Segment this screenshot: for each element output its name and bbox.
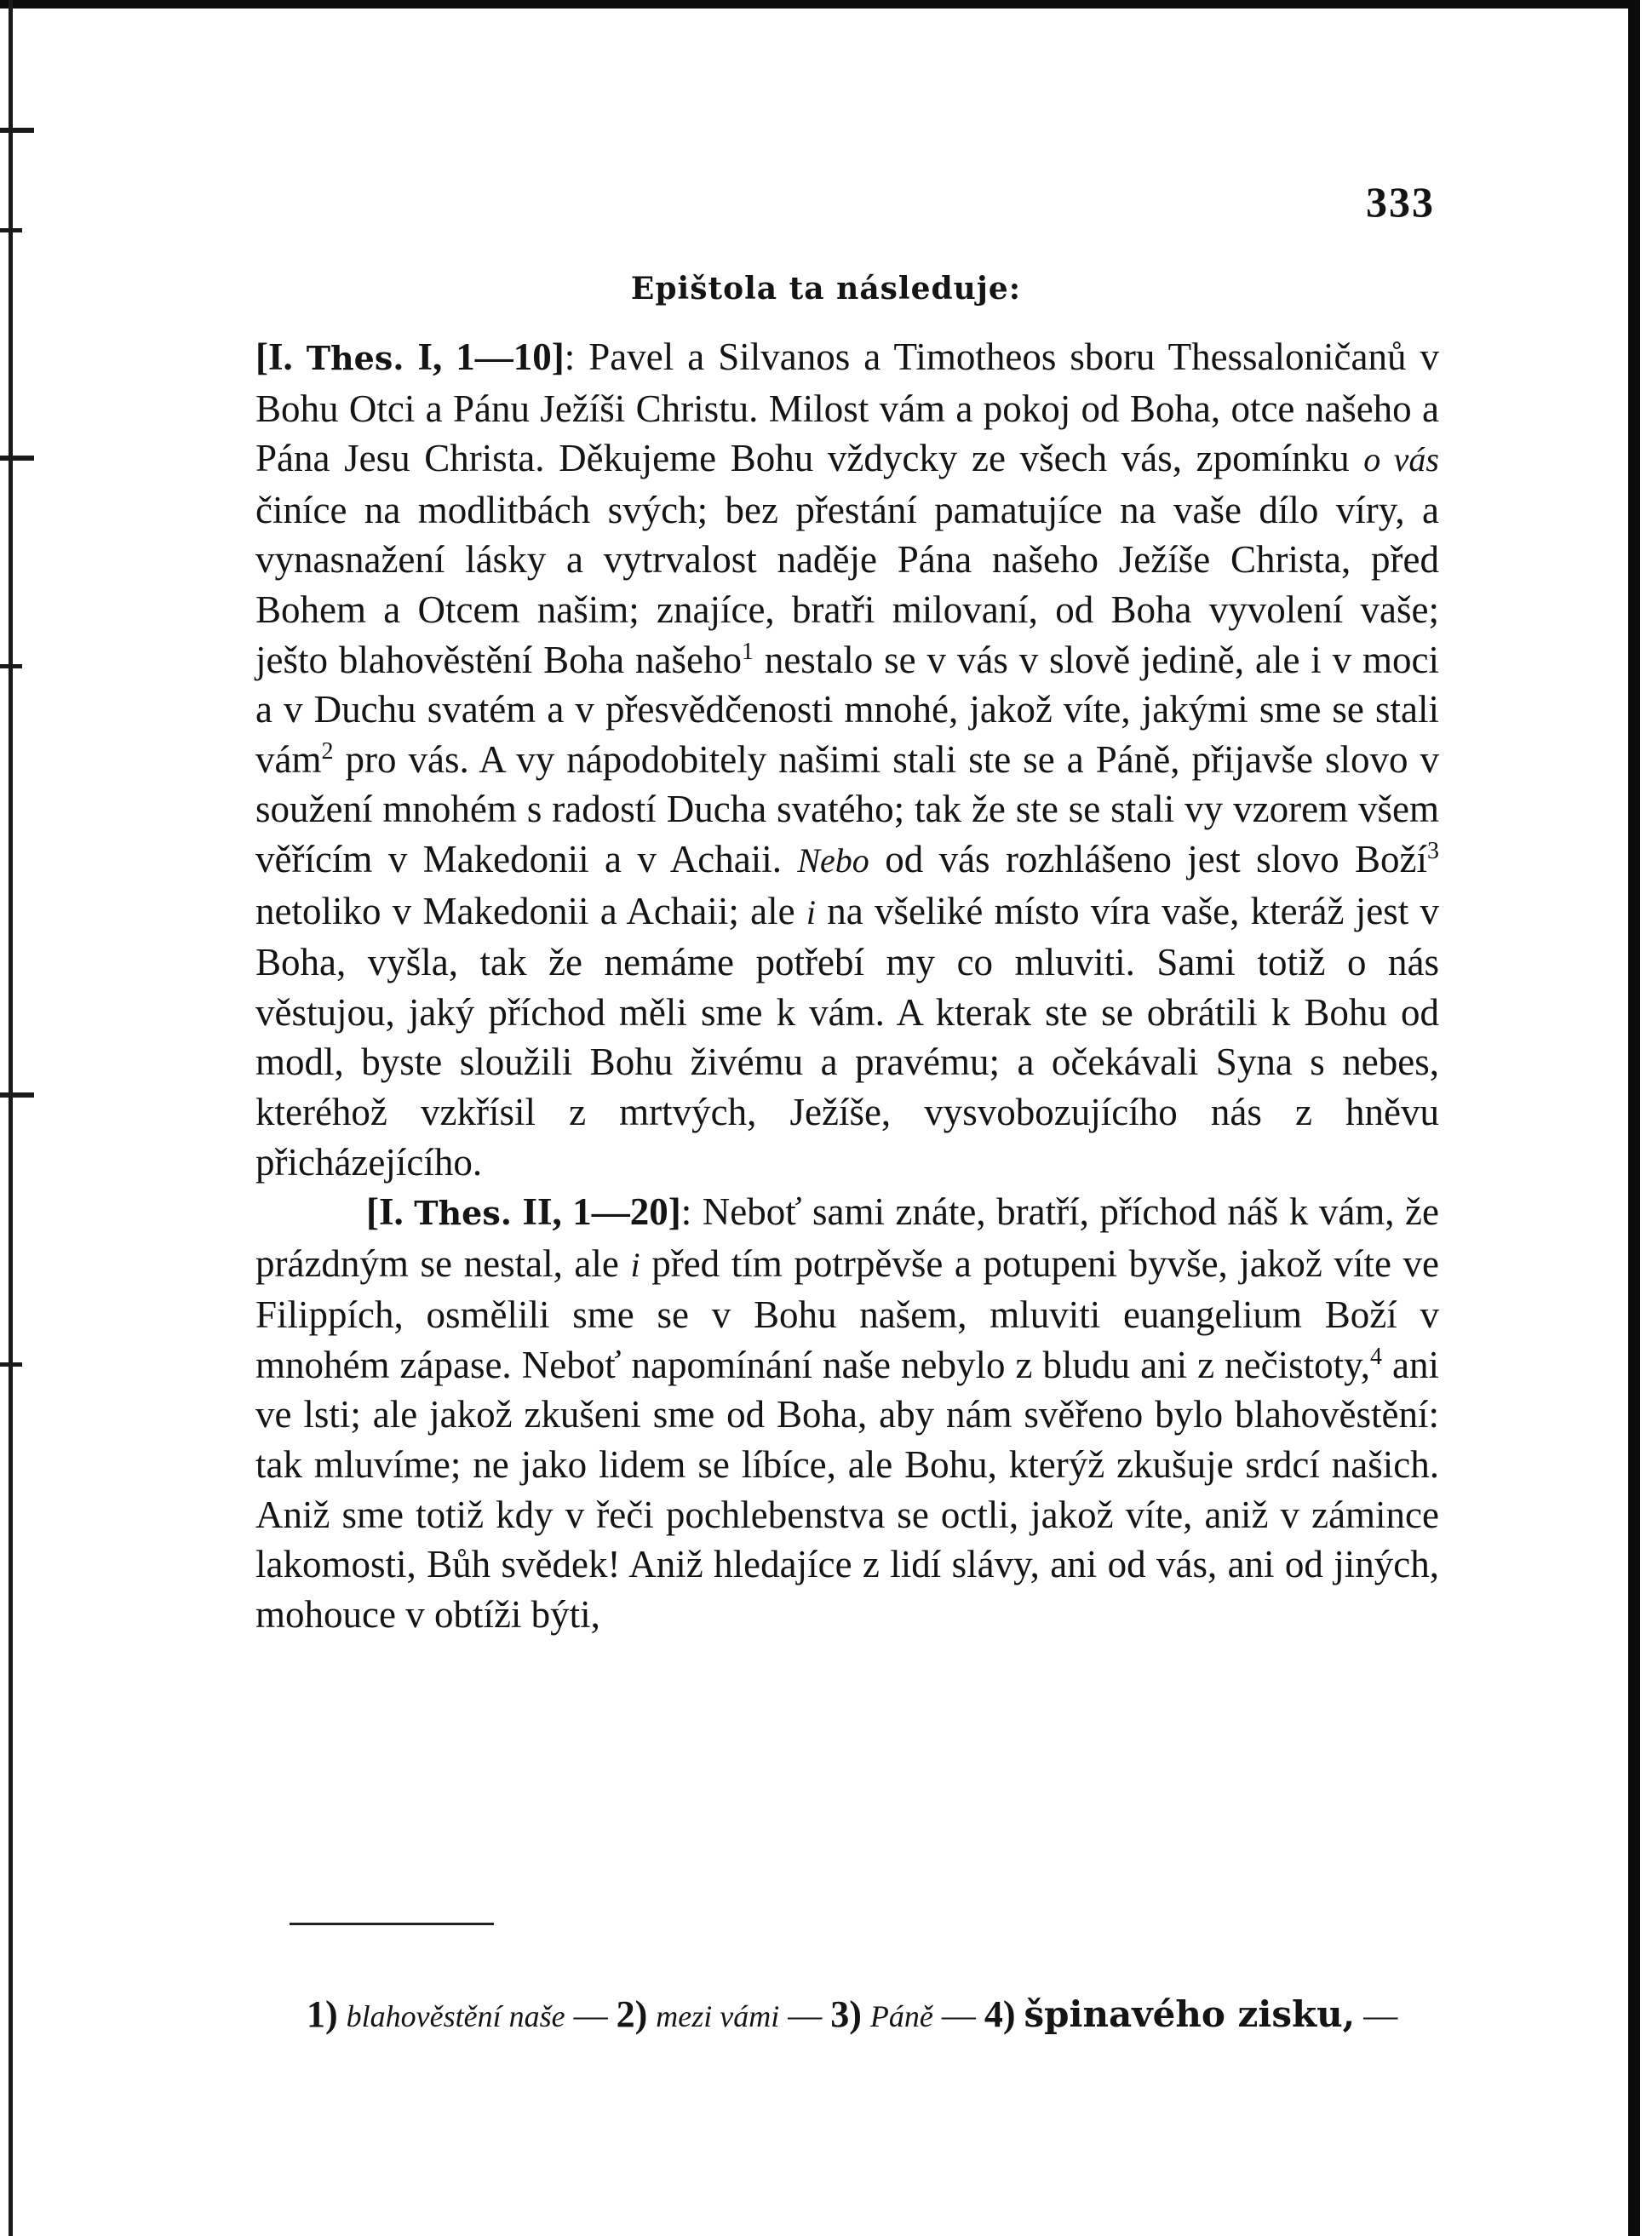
body-text	[255, 332, 1439, 1639]
section-heading: Epištola ta následuje:	[630, 271, 1022, 307]
paragraph-1-thes-1: [I. Thes. I, 1—10]: Pavel a Silvanos a Timotheos sboru Thessaloničanů v Bohu Otci a Pánu Ježíši Christu. Milost vám a pokoj od Boha, otce našeho a Pána Jesu Christa. Děkujeme Bohu vždycky ze všech vás, zpomínku o vás činíce na modlitbách svých; bez přestání pamatujíce na vaše dílo víry, a vynasnažení lásky a vytrvalost naděje Pána našeho Ježíše Christa, před Bohem a Otcem našim; znajíce, bratři milovaní, od Boha vyvolení vaše; ješto blahověstění Boha našeho$^1$ nestalo se v vás v slově jedině, ale i v moci a v Duchu svatém a v přesvědčenosti mnohé, jakož víte, jakými sme se stali vám$^2$ pro vás. A vy nápodobitely našimi stali ste se a Páně, přijavše slovo v soužení mnohém s radostí Ducha svatého; tak že ste se stali vy vzorem všem věřícím v Makedonii a v Achaii. Nebo od vás rozhlášeno jest slovo Boží$^3$ netoliko v Makedonii a Achaii; ale i na všeliké místo víra vaše, kteráž jest v Boha, vyšla, tak že nemáme potřebí my co mluviti. Sami totiž o nás věstujou, jaký příchod měli sme k vám. A kterak ste se obrátili k Bohu od modl, byste sloužili Bohu živému a pravému; a očekávali Syna s nebes, kteréhož vzkřísil z mrtvých, Ježíše, vysvobozujícího nás z hněvu přicházejícího.	[255, 335, 1440, 1184]
margin-mark	[0, 664, 22, 668]
margin-mark	[0, 128, 34, 133]
footnote-ref: 1	[741, 638, 754, 665]
footnote-divider	[290, 1923, 494, 1925]
scripture-reference: [I. Thes. I, 1—10]	[255, 335, 565, 378]
footnote-ref: 2	[321, 737, 334, 765]
page-number: 333	[1366, 178, 1435, 226]
footnotes: 1) blahověstění naše — 2) mezi vámi — 3) Páně — 4) špinavého zisku, —	[307, 1993, 1398, 2035]
footnote-1: 1) blahověstění naše	[307, 1993, 565, 2035]
footnote-2: 2) mezi vámi	[616, 1993, 780, 2035]
page-frame-left	[9, 0, 13, 2236]
margin-mark	[0, 1362, 22, 1367]
footnote-ref: 3	[1427, 837, 1439, 864]
page-frame-top	[0, 0, 1638, 9]
margin-mark	[0, 456, 34, 461]
footnote-3: 3) Páně	[830, 1993, 933, 2035]
page-frame-right	[1628, 0, 1640, 2236]
margin-mark	[0, 228, 22, 232]
footnote-4: 4) špinavého zisku,	[984, 1993, 1356, 2035]
paragraph-2-thes-2: [I. Thes. II, 1—20]: Neboť sami znáte, bratří, příchod náš k vám, že prázdným se nestal, ale i před tím potrpěvše a potupeni byvše, jakož víte ve Filippích, osmělili sme se v Bohu našem, mluviti euangelium Boží v mnohém zápase. Neboť napomínání naše nebylo z bludu ani z nečistoty,$^4$ ani ve lsti; ale jakož zkušeni sme od Boha, aby nám svěřeno bylo blahověstění: tak mluvíme; ne jako lidem se líbíce, ale Bohu, kterýž zkušuje srdcí našich. Aniž sme totiž kdy v řeči pochlebenstva se octli, jakož víte, aniž v zámince lakomosti, Bůh svědek! Aniž hledajíce z lidí slávy, ani od vás, ani od jiných, mohouce v obtíži býti,	[255, 1190, 1440, 1636]
margin-mark	[0, 1092, 34, 1098]
scripture-reference: [I. Thes. II, 1—20]	[366, 1190, 681, 1234]
footnote-ref: 4	[1369, 1343, 1382, 1370]
